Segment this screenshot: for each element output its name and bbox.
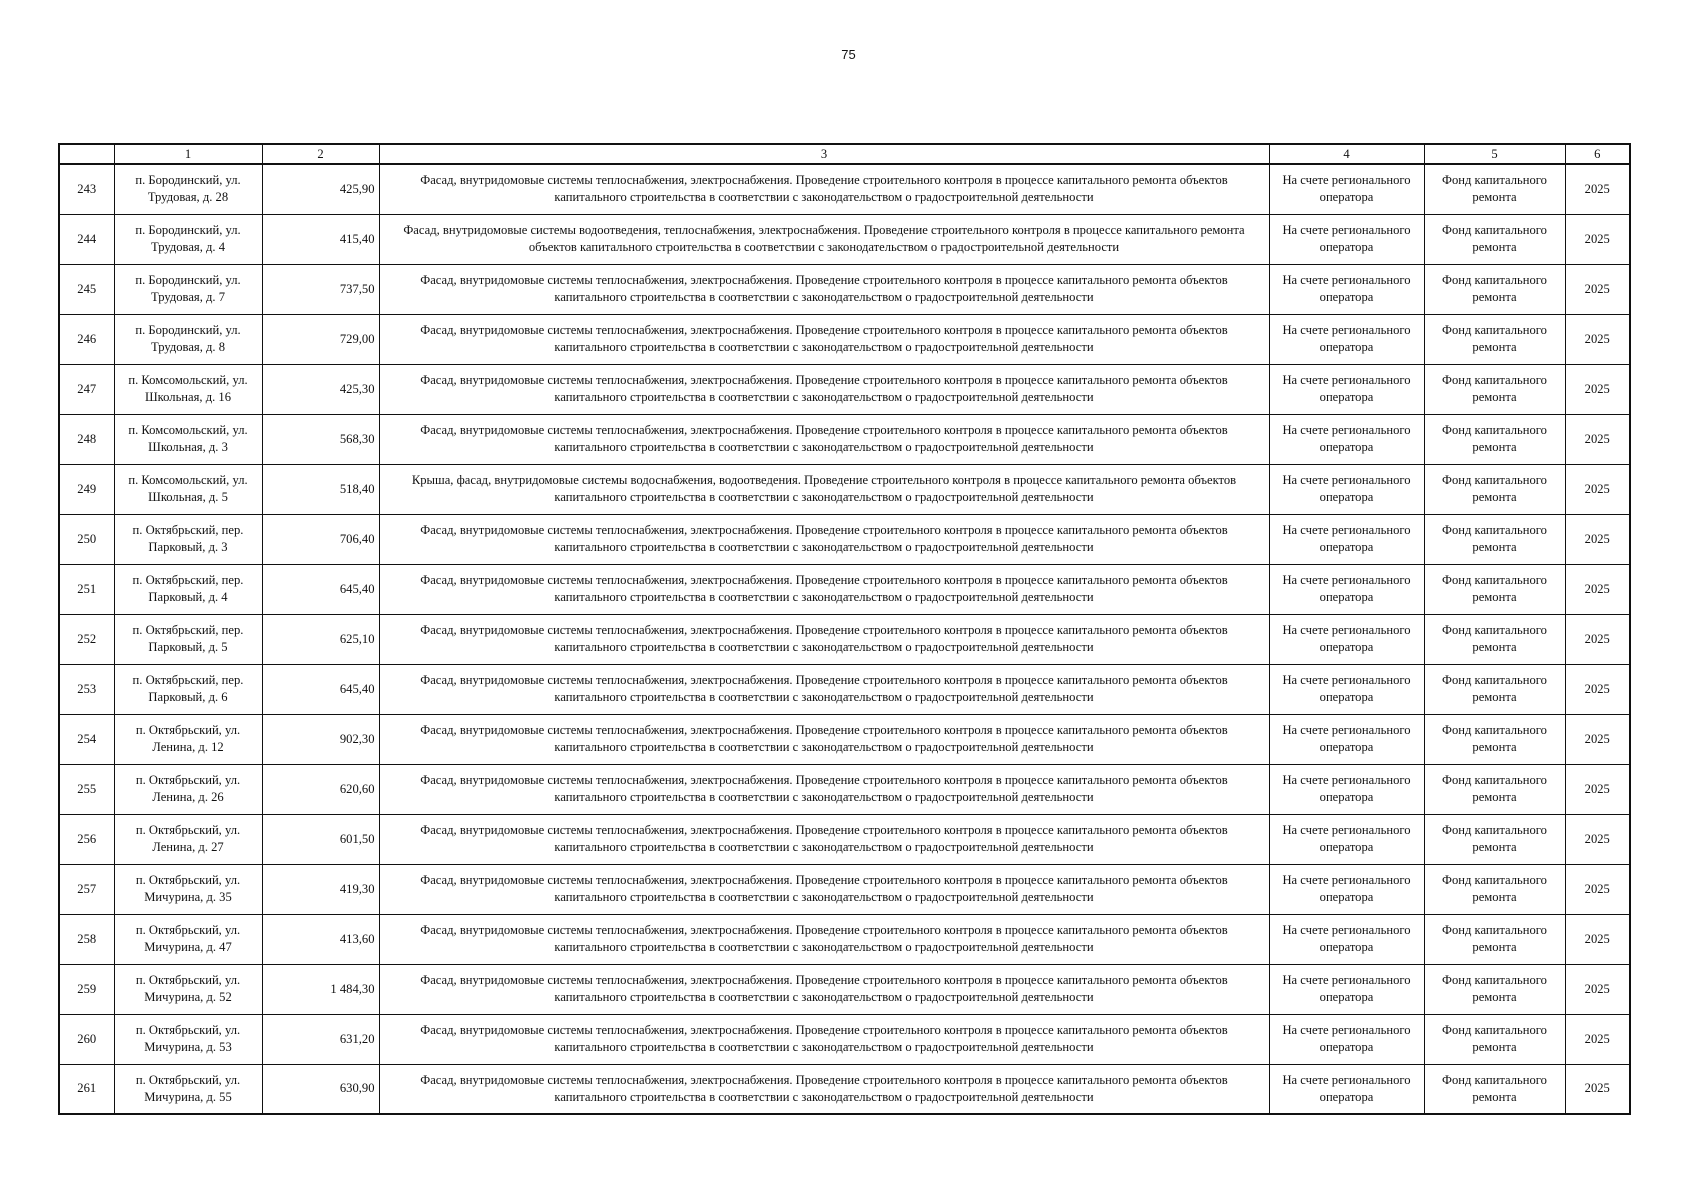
address-cell: п. Бородинский, ул. Трудовая, д. 8 — [114, 314, 262, 364]
area-cell: 902,30 — [262, 714, 379, 764]
row-number: 251 — [59, 564, 114, 614]
table-row — [59, 914, 1630, 964]
funding-source-cell: На счете регионального оператора — [1269, 564, 1424, 614]
area-cell: 631,20 — [262, 1014, 379, 1064]
table-row — [59, 364, 1630, 414]
works-description-cell: Фасад, внутридомовые системы теплоснабжения, электроснабжения. Проведение строительного контроля в процессе капитального ремонта объектов капитального строительства в соответствии с законодательством о градостроительной деятельности — [379, 414, 1269, 464]
funding-source-cell: На счете регионального оператора — [1269, 864, 1424, 914]
area-cell: 706,40 — [262, 514, 379, 564]
row-number: 257 — [59, 864, 114, 914]
funding-source-cell: На счете регионального оператора — [1269, 814, 1424, 864]
address-cell: п. Комсомольский, ул. Школьная, д. 5 — [114, 464, 262, 514]
fund-cell: Фонд капитального ремонта — [1424, 514, 1565, 564]
works-description-cell: Фасад, внутридомовые системы теплоснабжения, электроснабжения. Проведение строительного контроля в процессе капитального ремонта объектов капитального строительства в соответствии с законодательством о градостроительной деятельности — [379, 614, 1269, 664]
table-row — [59, 164, 1630, 214]
address-cell: п. Октябрьский, ул. Мичурина, д. 53 — [114, 1014, 262, 1064]
fund-cell: Фонд капитального ремонта — [1424, 414, 1565, 464]
funding-source-cell: На счете регионального оператора — [1269, 414, 1424, 464]
address-cell: п. Бородинский, ул. Трудовая, д. 7 — [114, 264, 262, 314]
area-cell: 630,90 — [262, 1064, 379, 1114]
row-number: 255 — [59, 764, 114, 814]
fund-cell: Фонд капитального ремонта — [1424, 1014, 1565, 1064]
area-cell: 625,10 — [262, 614, 379, 664]
column-header: 5 — [1424, 144, 1565, 164]
year-cell: 2025 — [1565, 664, 1630, 714]
year-cell: 2025 — [1565, 714, 1630, 764]
works-description-cell: Крыша, фасад, внутридомовые системы водоснабжения, водоотведения. Проведение строительного контроля в процессе капитального ремонта объектов капитального строительства в соответствии с законодательством о градостроительной деятельности — [379, 464, 1269, 514]
works-description-cell: Фасад, внутридомовые системы теплоснабжения, электроснабжения. Проведение строительного контроля в процессе капитального ремонта объектов капитального строительства в соответствии с законодательством о градостроительной деятельности — [379, 714, 1269, 764]
table-row — [59, 564, 1630, 614]
table-row — [59, 614, 1630, 664]
address-cell: п. Октябрьский, ул. Ленина, д. 27 — [114, 814, 262, 864]
fund-cell: Фонд капитального ремонта — [1424, 664, 1565, 714]
year-cell: 2025 — [1565, 214, 1630, 264]
funding-source-cell: На счете регионального оператора — [1269, 614, 1424, 664]
table-row — [59, 264, 1630, 314]
fund-cell: Фонд капитального ремонта — [1424, 1064, 1565, 1114]
row-number: 253 — [59, 664, 114, 714]
row-number: 250 — [59, 514, 114, 564]
year-cell: 2025 — [1565, 264, 1630, 314]
year-cell: 2025 — [1565, 314, 1630, 364]
fund-cell: Фонд капитального ремонта — [1424, 164, 1565, 214]
table-row — [59, 314, 1630, 364]
fund-cell: Фонд капитального ремонта — [1424, 364, 1565, 414]
table-row — [59, 764, 1630, 814]
works-description-cell: Фасад, внутридомовые системы теплоснабжения, электроснабжения. Проведение строительного контроля в процессе капитального ремонта объектов капитального строительства в соответствии с законодательством о градостроительной деятельности — [379, 264, 1269, 314]
works-description-cell: Фасад, внутридомовые системы теплоснабжения, электроснабжения. Проведение строительного контроля в процессе капитального ремонта объектов капитального строительства в соответствии с законодательством о градостроительной деятельности — [379, 564, 1269, 614]
works-description-cell: Фасад, внутридомовые системы теплоснабжения, электроснабжения. Проведение строительного контроля в процессе капитального ремонта объектов капитального строительства в соответствии с законодательством о градостроительной деятельности — [379, 314, 1269, 364]
works-description-cell: Фасад, внутридомовые системы теплоснабжения, электроснабжения. Проведение строительного контроля в процессе капитального ремонта объектов капитального строительства в соответствии с законодательством о градостроительной деятельности — [379, 764, 1269, 814]
funding-source-cell: На счете регионального оператора — [1269, 464, 1424, 514]
column-header: 2 — [262, 144, 379, 164]
works-description-cell: Фасад, внутридомовые системы теплоснабжения, электроснабжения. Проведение строительного контроля в процессе капитального ремонта объектов капитального строительства в соответствии с законодательством о градостроительной деятельности — [379, 814, 1269, 864]
fund-cell: Фонд капитального ремонта — [1424, 764, 1565, 814]
table-row — [59, 214, 1630, 264]
year-cell: 2025 — [1565, 564, 1630, 614]
table-row — [59, 964, 1630, 1014]
table-row — [59, 814, 1630, 864]
fund-cell: Фонд капитального ремонта — [1424, 464, 1565, 514]
funding-source-cell: На счете регионального оператора — [1269, 164, 1424, 214]
area-cell: 737,50 — [262, 264, 379, 314]
row-number: 252 — [59, 614, 114, 664]
year-cell: 2025 — [1565, 164, 1630, 214]
table-row — [59, 1014, 1630, 1064]
column-header — [59, 144, 114, 164]
row-number: 254 — [59, 714, 114, 764]
area-cell: 645,40 — [262, 664, 379, 714]
year-cell: 2025 — [1565, 464, 1630, 514]
address-cell: п. Октябрьский, ул. Ленина, д. 12 — [114, 714, 262, 764]
column-header: 6 — [1565, 144, 1630, 164]
address-cell: п. Октябрьский, ул. Мичурина, д. 52 — [114, 964, 262, 1014]
funding-source-cell: На счете регионального оператора — [1269, 764, 1424, 814]
address-cell: п. Октябрьский, ул. Мичурина, д. 55 — [114, 1064, 262, 1114]
funding-source-cell: На счете регионального оператора — [1269, 1064, 1424, 1114]
column-header: 1 — [114, 144, 262, 164]
row-number: 248 — [59, 414, 114, 464]
table-row — [59, 714, 1630, 764]
area-cell: 415,40 — [262, 214, 379, 264]
row-number: 256 — [59, 814, 114, 864]
fund-cell: Фонд капитального ремонта — [1424, 914, 1565, 964]
row-number: 243 — [59, 164, 114, 214]
area-cell: 419,30 — [262, 864, 379, 914]
funding-source-cell: На счете регионального оператора — [1269, 364, 1424, 414]
table-row — [59, 514, 1630, 564]
table-row — [59, 1064, 1630, 1114]
row-number: 249 — [59, 464, 114, 514]
address-cell: п. Октябрьский, пер. Парковый, д. 6 — [114, 664, 262, 714]
fund-cell: Фонд капитального ремонта — [1424, 214, 1565, 264]
year-cell: 2025 — [1565, 364, 1630, 414]
area-cell: 620,60 — [262, 764, 379, 814]
fund-cell: Фонд капитального ремонта — [1424, 314, 1565, 364]
address-cell: п. Октябрьский, пер. Парковый, д. 4 — [114, 564, 262, 614]
area-cell: 425,90 — [262, 164, 379, 214]
year-cell: 2025 — [1565, 964, 1630, 1014]
year-cell: 2025 — [1565, 614, 1630, 664]
area-cell: 518,40 — [262, 464, 379, 514]
funding-source-cell: На счете регионального оператора — [1269, 314, 1424, 364]
row-number: 258 — [59, 914, 114, 964]
year-cell: 2025 — [1565, 914, 1630, 964]
funding-source-cell: На счете регионального оператора — [1269, 264, 1424, 314]
area-cell: 568,30 — [262, 414, 379, 464]
year-cell: 2025 — [1565, 1064, 1630, 1114]
fund-cell: Фонд капитального ремонта — [1424, 864, 1565, 914]
column-header: 3 — [379, 144, 1269, 164]
column-header: 4 — [1269, 144, 1424, 164]
funding-source-cell: На счете регионального оператора — [1269, 964, 1424, 1014]
funding-source-cell: На счете регионального оператора — [1269, 514, 1424, 564]
works-description-cell: Фасад, внутридомовые системы теплоснабжения, электроснабжения. Проведение строительного контроля в процессе капитального ремонта объектов капитального строительства в соответствии с законодательством о градостроительной деятельности — [379, 664, 1269, 714]
address-cell: п. Октябрьский, пер. Парковый, д. 5 — [114, 614, 262, 664]
fund-cell: Фонд капитального ремонта — [1424, 614, 1565, 664]
area-cell: 425,30 — [262, 364, 379, 414]
address-cell: п. Бородинский, ул. Трудовая, д. 4 — [114, 214, 262, 264]
works-description-cell: Фасад, внутридомовые системы теплоснабжения, электроснабжения. Проведение строительного контроля в процессе капитального ремонта объектов капитального строительства в соответствии с законодательством о градостроительной деятельности — [379, 364, 1269, 414]
row-number: 245 — [59, 264, 114, 314]
year-cell: 2025 — [1565, 814, 1630, 864]
row-number: 244 — [59, 214, 114, 264]
address-cell: п. Комсомольский, ул. Школьная, д. 16 — [114, 364, 262, 414]
address-cell: п. Октябрьский, ул. Мичурина, д. 47 — [114, 914, 262, 964]
works-description-cell: Фасад, внутридомовые системы теплоснабжения, электроснабжения. Проведение строительного контроля в процессе капитального ремонта объектов капитального строительства в соответствии с законодательством о градостроительной деятельности — [379, 164, 1269, 214]
works-description-cell: Фасад, внутридомовые системы теплоснабжения, электроснабжения. Проведение строительного контроля в процессе капитального ремонта объектов капитального строительства в соответствии с законодательством о градостроительной деятельности — [379, 864, 1269, 914]
column-number-row — [59, 144, 1630, 164]
area-cell: 1 484,30 — [262, 964, 379, 1014]
table-row — [59, 864, 1630, 914]
row-number: 247 — [59, 364, 114, 414]
address-cell: п. Октябрьский, ул. Мичурина, д. 35 — [114, 864, 262, 914]
area-cell: 601,50 — [262, 814, 379, 864]
table-body — [59, 164, 1630, 1114]
table-row — [59, 664, 1630, 714]
row-number: 261 — [59, 1064, 114, 1114]
fund-cell: Фонд капитального ремонта — [1424, 714, 1565, 764]
table-row — [59, 464, 1630, 514]
year-cell: 2025 — [1565, 764, 1630, 814]
year-cell: 2025 — [1565, 414, 1630, 464]
fund-cell: Фонд капитального ремонта — [1424, 564, 1565, 614]
page-number: 75 — [841, 47, 856, 62]
year-cell: 2025 — [1565, 864, 1630, 914]
row-number: 260 — [59, 1014, 114, 1064]
address-cell: п. Октябрьский, пер. Парковый, д. 3 — [114, 514, 262, 564]
works-description-cell: Фасад, внутридомовые системы теплоснабжения, электроснабжения. Проведение строительного контроля в процессе капитального ремонта объектов капитального строительства в соответствии с законодательством о градостроительной деятельности — [379, 514, 1269, 564]
row-number: 259 — [59, 964, 114, 1014]
address-cell: п. Октябрьский, ул. Ленина, д. 26 — [114, 764, 262, 814]
fund-cell: Фонд капитального ремонта — [1424, 964, 1565, 1014]
address-cell: п. Бородинский, ул. Трудовая, д. 28 — [114, 164, 262, 214]
area-cell: 645,40 — [262, 564, 379, 614]
area-cell: 413,60 — [262, 914, 379, 964]
funding-source-cell: На счете регионального оператора — [1269, 914, 1424, 964]
row-number: 246 — [59, 314, 114, 364]
area-cell: 729,00 — [262, 314, 379, 364]
funding-source-cell: На счете регионального оператора — [1269, 714, 1424, 764]
address-cell: п. Комсомольский, ул. Школьная, д. 3 — [114, 414, 262, 464]
works-description-cell: Фасад, внутридомовые системы теплоснабжения, электроснабжения. Проведение строительного контроля в процессе капитального ремонта объектов капитального строительства в соответствии с законодательством о градостроительной деятельности — [379, 1064, 1269, 1114]
year-cell: 2025 — [1565, 1014, 1630, 1064]
works-description-cell: Фасад, внутридомовые системы теплоснабжения, электроснабжения. Проведение строительного контроля в процессе капитального ремонта объектов капитального строительства в соответствии с законодательством о градостроительной деятельности — [379, 914, 1269, 964]
works-description-cell: Фасад, внутридомовые системы теплоснабжения, электроснабжения. Проведение строительного контроля в процессе капитального ремонта объектов капитального строительства в соответствии с законодательством о градостроительной деятельности — [379, 964, 1269, 1014]
table-row — [59, 414, 1630, 464]
fund-cell: Фонд капитального ремонта — [1424, 814, 1565, 864]
works-description-cell: Фасад, внутридомовые системы теплоснабжения, электроснабжения. Проведение строительного контроля в процессе капитального ремонта объектов капитального строительства в соответствии с законодательством о градостроительной деятельности — [379, 1014, 1269, 1064]
works-description-cell: Фасад, внутридомовые системы водоотведения, теплоснабжения, электроснабжения. Проведение строительного контроля в процессе капитального ремонта объектов капитального строительства в соответствии с законодательством о градостроительной деятельности — [379, 214, 1269, 264]
year-cell: 2025 — [1565, 514, 1630, 564]
funding-source-cell: На счете регионального оператора — [1269, 1014, 1424, 1064]
funding-source-cell: На счете регионального оператора — [1269, 664, 1424, 714]
funding-source-cell: На счете регионального оператора — [1269, 214, 1424, 264]
repair-register-table — [58, 143, 1631, 1115]
fund-cell: Фонд капитального ремонта — [1424, 264, 1565, 314]
